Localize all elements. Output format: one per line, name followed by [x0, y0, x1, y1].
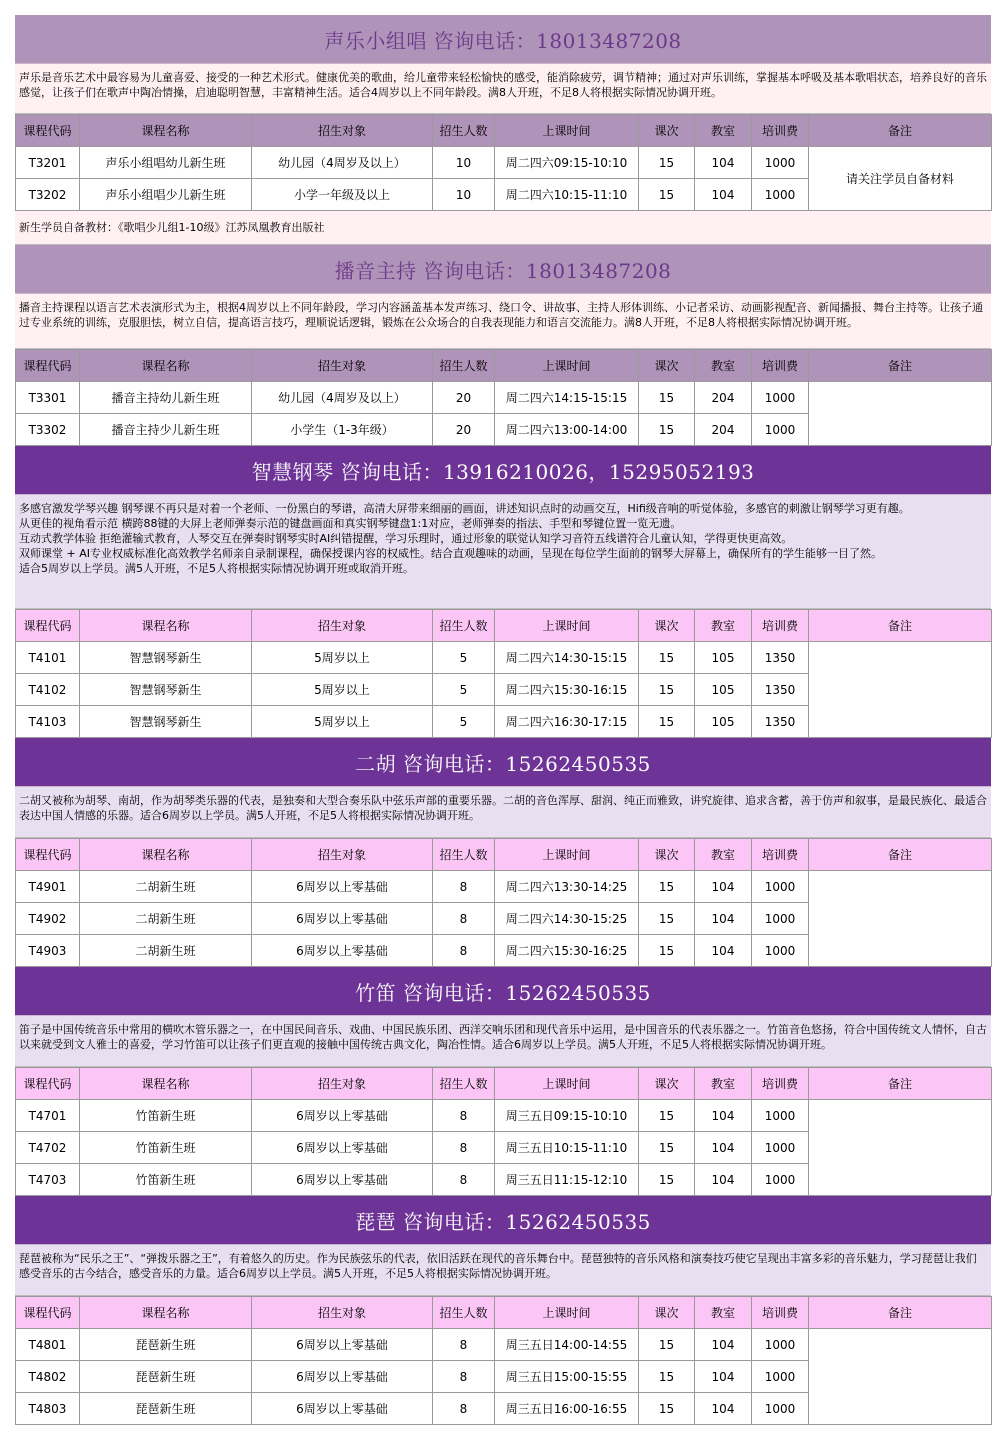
classroom-cell: 104	[695, 1164, 752, 1196]
column-header: 课程名称	[80, 1297, 252, 1329]
course-name-cell: 琵琶新生班	[80, 1361, 252, 1393]
course-name-cell: 琵琶新生班	[80, 1329, 252, 1361]
column-header: 招生对象	[252, 350, 433, 382]
column-header: 课程名称	[80, 115, 252, 147]
sessions-cell: 15	[639, 674, 695, 706]
classroom-cell: 204	[695, 382, 752, 414]
course-code-cell: T4803	[16, 1393, 80, 1425]
fee-cell: 1000	[752, 1361, 809, 1393]
column-header: 培训费	[752, 610, 809, 642]
target-cell: 6周岁以上零基础	[252, 935, 433, 967]
section-description: 笛子是中国传统音乐中常用的横吹木管乐器之一，在中国民间音乐、戏曲、中国民族乐团、西洋交响乐团和现代音乐中运用，是中国音乐的代表乐器之一。竹笛音色悠扬，符合中国传统文人情怀，自古以来就受到文人雅士的喜爱，学习竹笛可以让孩子们更直观的接触中国传统古典文化，陶冶性情。适合6周岁以上学员。满5人开班，不足5人将根据实际情况协调开班。	[15, 1016, 991, 1067]
column-header: 课程代码	[16, 610, 80, 642]
sessions-cell: 15	[639, 1100, 695, 1132]
course-section	[15, 446, 991, 738]
enrollment-cell: 8	[433, 935, 495, 967]
column-header: 教室	[695, 115, 752, 147]
section-description: 播音主持课程以语言艺术表演形式为主，根据4周岁以上不同年龄段，学习内容涵盖基本发声练习、绕口令、讲故事、主持人形体训练、小记者采访、动画影视配音、新闻播报、舞台主持等。让孩子通过专业系统的训练，克服胆怯，树立自信，提高语言技巧，理顺说话逻辑，锻炼在公众场合的自我表现能力和语言交流能力。满8人开班，不足8人将根据实际情况协调开班。	[15, 294, 991, 349]
column-header: 课程名称	[80, 1068, 252, 1100]
column-header: 培训费	[752, 1297, 809, 1329]
course-table	[15, 349, 992, 446]
course-name-cell: 声乐小组唱幼儿新生班	[80, 147, 252, 179]
course-name-cell: 竹笛新生班	[80, 1100, 252, 1132]
column-header: 培训费	[752, 350, 809, 382]
section-title: 二胡 咨询电话：15262450535	[15, 738, 991, 787]
column-header: 招生人数	[433, 115, 495, 147]
enrollment-cell: 5	[433, 674, 495, 706]
classroom-cell: 104	[695, 1361, 752, 1393]
sessions-cell: 15	[639, 382, 695, 414]
schedule-cell: 周二四六13:00-14:00	[495, 414, 639, 446]
target-cell: 6周岁以上零基础	[252, 1100, 433, 1132]
course-code-cell: T4802	[16, 1361, 80, 1393]
target-cell: 6周岁以上零基础	[252, 903, 433, 935]
column-header: 课程代码	[16, 1297, 80, 1329]
enrollment-cell: 8	[433, 1393, 495, 1425]
fee-cell: 1000	[752, 1393, 809, 1425]
fee-cell: 1350	[752, 674, 809, 706]
enrollment-cell: 8	[433, 1132, 495, 1164]
course-table	[15, 609, 992, 738]
course-code-cell: T4102	[16, 674, 80, 706]
fee-cell: 1000	[752, 179, 809, 211]
classroom-cell: 105	[695, 706, 752, 738]
remark-cell	[809, 1100, 992, 1196]
target-cell: 5周岁以上	[252, 706, 433, 738]
column-header: 教室	[695, 1297, 752, 1329]
fee-cell: 1000	[752, 935, 809, 967]
sessions-cell: 15	[639, 1361, 695, 1393]
course-code-cell: T3202	[16, 179, 80, 211]
fee-cell: 1000	[752, 1164, 809, 1196]
fee-cell: 1000	[752, 1329, 809, 1361]
classroom-cell: 104	[695, 903, 752, 935]
column-header: 课程代码	[16, 839, 80, 871]
column-header: 培训费	[752, 115, 809, 147]
classroom-cell: 104	[695, 147, 752, 179]
column-header: 课程代码	[16, 350, 80, 382]
column-header: 备注	[809, 1297, 992, 1329]
target-cell: 6周岁以上零基础	[252, 871, 433, 903]
course-section	[15, 245, 991, 446]
table-header-row	[16, 839, 992, 871]
section-description: 二胡又被称为胡琴、南胡，作为胡琴类乐器的代表，是独奏和大型合奏乐队中弦乐声部的重要乐器。二胡的音色浑厚、甜润、纯正而雅致，讲究旋律、追求含蓄，善于仿声和叙事，是最民族化、最适合表达中国人情感的乐器。适合6周岁以上学员。满5人开班，不足5人将根据实际情况协调开班。	[15, 787, 991, 838]
course-name-cell: 播音主持幼儿新生班	[80, 382, 252, 414]
table-header-row	[16, 350, 992, 382]
column-header: 课程名称	[80, 610, 252, 642]
course-code-cell: T4903	[16, 935, 80, 967]
remark-cell: 请关注学员自备材料	[809, 147, 992, 211]
enrollment-cell: 10	[433, 179, 495, 211]
column-header: 培训费	[752, 839, 809, 871]
column-header: 教室	[695, 839, 752, 871]
table-row	[16, 871, 992, 903]
course-code-cell: T4901	[16, 871, 80, 903]
target-cell: 6周岁以上零基础	[252, 1361, 433, 1393]
enrollment-cell: 20	[433, 414, 495, 446]
classroom-cell: 104	[695, 871, 752, 903]
sessions-cell: 15	[639, 935, 695, 967]
course-name-cell: 竹笛新生班	[80, 1164, 252, 1196]
fee-cell: 1350	[752, 706, 809, 738]
course-section	[15, 738, 991, 967]
table-row	[16, 382, 992, 414]
column-header: 课次	[639, 1297, 695, 1329]
fee-cell: 1000	[752, 1100, 809, 1132]
schedule-cell: 周二四六14:15-15:15	[495, 382, 639, 414]
remark-cell	[809, 1329, 992, 1425]
target-cell: 小学生（1-3年级）	[252, 414, 433, 446]
column-header: 备注	[809, 350, 992, 382]
target-cell: 6周岁以上零基础	[252, 1393, 433, 1425]
course-table	[15, 1296, 992, 1425]
schedule-cell: 周二四六09:15-10:10	[495, 147, 639, 179]
enrollment-cell: 8	[433, 1329, 495, 1361]
enrollment-cell: 20	[433, 382, 495, 414]
column-header: 招生对象	[252, 1297, 433, 1329]
schedule-cell: 周三五日10:15-11:10	[495, 1132, 639, 1164]
sessions-cell: 15	[639, 1132, 695, 1164]
course-table	[15, 838, 992, 967]
schedule-cell: 周三五日15:00-15:55	[495, 1361, 639, 1393]
column-header: 招生人数	[433, 610, 495, 642]
classroom-cell: 104	[695, 1329, 752, 1361]
fee-cell: 1350	[752, 642, 809, 674]
column-header: 招生人数	[433, 1297, 495, 1329]
sessions-cell: 15	[639, 642, 695, 674]
classroom-cell: 104	[695, 1100, 752, 1132]
target-cell: 幼儿园（4周岁及以上）	[252, 382, 433, 414]
enrollment-cell: 8	[433, 1100, 495, 1132]
section-description: 多感官激发学琴兴趣 钢琴课不再只是对着一个老师、一份黑白的琴谱，高清大屏带来细丽的画面，讲述知识点时的动画交互，Hifi级音响的听觉体验，多感官的刺激让钢琴学习更有趣。 从更佳的视角看示范 横跨88键的大屏上老师弹奏示范的键盘画面和真实钢琴键盘1:1对应，老师弹奏的指法、手型和琴键位置一览无遗。 互动式教学体验 拒绝灌输式教育，人琴交互在弹奏时钢琴实时AI纠错提醒，学习乐理时，通过形象的联觉认知学习音符五线谱符合儿童认知，学得更快更高效。 双师课堂 + AI专业权威标准化高效教学名师亲自录制课程，确保授课内容的权威性。结合直观趣味的动画，呈现在每位学生面前的钢琴大屏幕上，确保所有的学生能够一目了然。 适合5周岁以上学员。满5人开班，不足5人将根据实际情况协调开班或取消开班。	[15, 495, 991, 609]
fee-cell: 1000	[752, 903, 809, 935]
column-header: 课程名称	[80, 839, 252, 871]
enrollment-cell: 5	[433, 642, 495, 674]
column-header: 教室	[695, 610, 752, 642]
classroom-cell: 204	[695, 414, 752, 446]
section-description: 声乐是音乐艺术中最容易为儿童喜爱、接受的一种艺术形式。健康优美的歌曲，给儿童带来轻松愉快的感受，能消除疲劳，调节精神；通过对声乐训练，掌握基本呼吸及基本歌唱状态，培养良好的音乐感觉，让孩子们在歌声中陶冶情操，启迪聪明智慧，丰富精神生活。适合4周岁以上不同年龄段。满8人开班，不足8人将根据实际情况协调开班。	[15, 64, 991, 114]
target-cell: 5周岁以上	[252, 674, 433, 706]
column-header: 备注	[809, 610, 992, 642]
fee-cell: 1000	[752, 414, 809, 446]
table-header-row	[16, 610, 992, 642]
fee-cell: 1000	[752, 382, 809, 414]
sessions-cell: 15	[639, 1329, 695, 1361]
sessions-cell: 15	[639, 179, 695, 211]
fee-cell: 1000	[752, 871, 809, 903]
column-header: 招生对象	[252, 839, 433, 871]
fee-cell: 1000	[752, 1132, 809, 1164]
course-name-cell: 琵琶新生班	[80, 1393, 252, 1425]
course-code-cell: T4702	[16, 1132, 80, 1164]
column-header: 招生人数	[433, 350, 495, 382]
schedule-cell: 周二四六15:30-16:25	[495, 935, 639, 967]
column-header: 课次	[639, 610, 695, 642]
column-header: 上课时间	[495, 839, 639, 871]
course-section	[15, 967, 991, 1196]
column-header: 培训费	[752, 1068, 809, 1100]
schedule-cell: 周三五日11:15-12:10	[495, 1164, 639, 1196]
course-name-cell: 智慧钢琴新生	[80, 674, 252, 706]
column-header: 课次	[639, 1068, 695, 1100]
column-header: 备注	[809, 115, 992, 147]
classroom-cell: 104	[695, 1393, 752, 1425]
course-name-cell: 竹笛新生班	[80, 1132, 252, 1164]
target-cell: 6周岁以上零基础	[252, 1329, 433, 1361]
course-code-cell: T4703	[16, 1164, 80, 1196]
course-name-cell: 二胡新生班	[80, 935, 252, 967]
course-code-cell: T4801	[16, 1329, 80, 1361]
sessions-cell: 15	[639, 706, 695, 738]
section-note: 新生学员自备教材：《歌唱少儿组1-10级》江苏凤凰教育出版社	[15, 211, 991, 245]
column-header: 课次	[639, 350, 695, 382]
schedule-cell: 周三五日16:00-16:55	[495, 1393, 639, 1425]
sessions-cell: 15	[639, 1393, 695, 1425]
table-header-row	[16, 1297, 992, 1329]
course-code-cell: T4103	[16, 706, 80, 738]
column-header: 招生对象	[252, 610, 433, 642]
enrollment-cell: 8	[433, 1164, 495, 1196]
column-header: 课程名称	[80, 350, 252, 382]
classroom-cell: 105	[695, 642, 752, 674]
course-name-cell: 声乐小组唱少儿新生班	[80, 179, 252, 211]
course-code-cell: T3301	[16, 382, 80, 414]
course-section	[15, 15, 991, 245]
sessions-cell: 15	[639, 414, 695, 446]
remark-cell	[809, 642, 992, 738]
sessions-cell: 15	[639, 871, 695, 903]
target-cell: 小学一年级及以上	[252, 179, 433, 211]
remark-cell	[809, 871, 992, 967]
column-header: 招生人数	[433, 839, 495, 871]
course-code-cell: T4902	[16, 903, 80, 935]
schedule-cell: 周二四六14:30-15:15	[495, 642, 639, 674]
column-header: 上课时间	[495, 610, 639, 642]
schedule-cell: 周三五日14:00-14:55	[495, 1329, 639, 1361]
target-cell: 6周岁以上零基础	[252, 1132, 433, 1164]
column-header: 课程代码	[16, 1068, 80, 1100]
section-title: 琵琶 咨询电话：15262450535	[15, 1196, 991, 1245]
remark-cell	[809, 382, 992, 446]
course-sheet	[15, 15, 991, 1425]
schedule-cell: 周二四六10:15-11:10	[495, 179, 639, 211]
table-header-row	[16, 115, 992, 147]
target-cell: 幼儿园（4周岁及以上）	[252, 147, 433, 179]
table-row	[16, 1329, 992, 1361]
column-header: 课次	[639, 115, 695, 147]
column-header: 上课时间	[495, 115, 639, 147]
column-header: 备注	[809, 839, 992, 871]
enrollment-cell: 8	[433, 871, 495, 903]
table-row	[16, 1100, 992, 1132]
course-name-cell: 智慧钢琴新生	[80, 642, 252, 674]
section-description: 琵琶被称为“民乐之王”、“弹拨乐器之王”，有着悠久的历史。作为民族弦乐的代表，依旧活跃在现代的音乐舞台中。琵琶独特的音乐风格和演奏技巧使它呈现出丰富多彩的音乐魅力，学习琵琶让我们感受音乐的古今结合，感受音乐的力量。适合6周岁以上学员。满5人开班，不足5人将根据实际情况协调开班。	[15, 1245, 991, 1296]
course-name-cell: 二胡新生班	[80, 903, 252, 935]
course-name-cell: 播音主持少儿新生班	[80, 414, 252, 446]
table-row	[16, 642, 992, 674]
sessions-cell: 15	[639, 903, 695, 935]
column-header: 招生对象	[252, 1068, 433, 1100]
fee-cell: 1000	[752, 147, 809, 179]
sessions-cell: 15	[639, 1164, 695, 1196]
column-header: 招生对象	[252, 115, 433, 147]
table-row	[16, 147, 992, 179]
classroom-cell: 104	[695, 1132, 752, 1164]
enrollment-cell: 5	[433, 706, 495, 738]
course-code-cell: T4701	[16, 1100, 80, 1132]
table-header-row	[16, 1068, 992, 1100]
enrollment-cell: 10	[433, 147, 495, 179]
column-header: 教室	[695, 1068, 752, 1100]
column-header: 招生人数	[433, 1068, 495, 1100]
column-header: 上课时间	[495, 350, 639, 382]
course-section	[15, 1196, 991, 1425]
course-code-cell: T3201	[16, 147, 80, 179]
classroom-cell: 105	[695, 674, 752, 706]
schedule-cell: 周三五日09:15-10:10	[495, 1100, 639, 1132]
schedule-cell: 周二四六16:30-17:15	[495, 706, 639, 738]
column-header: 教室	[695, 350, 752, 382]
column-header: 课程代码	[16, 115, 80, 147]
column-header: 上课时间	[495, 1297, 639, 1329]
classroom-cell: 104	[695, 179, 752, 211]
course-table	[15, 1067, 992, 1196]
section-title: 竹笛 咨询电话：15262450535	[15, 967, 991, 1016]
classroom-cell: 104	[695, 935, 752, 967]
target-cell: 5周岁以上	[252, 642, 433, 674]
course-name-cell: 二胡新生班	[80, 871, 252, 903]
course-code-cell: T4101	[16, 642, 80, 674]
schedule-cell: 周二四六14:30-15:25	[495, 903, 639, 935]
sessions-cell: 15	[639, 147, 695, 179]
course-code-cell: T3302	[16, 414, 80, 446]
course-table	[15, 114, 992, 211]
column-header: 上课时间	[495, 1068, 639, 1100]
target-cell: 6周岁以上零基础	[252, 1164, 433, 1196]
section-title: 声乐小组唱 咨询电话：18013487208	[15, 15, 991, 64]
schedule-cell: 周二四六15:30-16:15	[495, 674, 639, 706]
enrollment-cell: 8	[433, 1361, 495, 1393]
column-header: 课次	[639, 839, 695, 871]
section-title: 播音主持 咨询电话：18013487208	[15, 245, 991, 294]
enrollment-cell: 8	[433, 903, 495, 935]
course-name-cell: 智慧钢琴新生	[80, 706, 252, 738]
schedule-cell: 周二四六13:30-14:25	[495, 871, 639, 903]
column-header: 备注	[809, 1068, 992, 1100]
section-title: 智慧钢琴 咨询电话：13916210026，15295052193	[15, 446, 991, 495]
